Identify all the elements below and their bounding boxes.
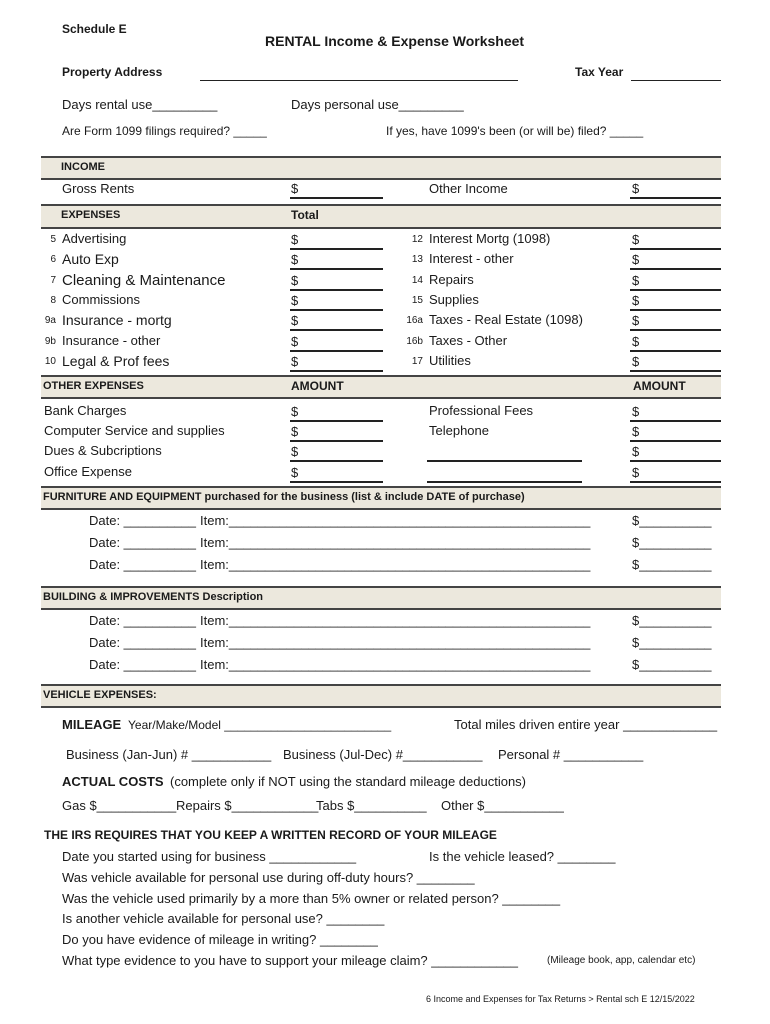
other-expense-amount-field[interactable] [630, 440, 721, 442]
vehicle-band [41, 684, 721, 708]
purchase-date-field[interactable]: Date: __________ [89, 557, 196, 572]
other-expense-description-field[interactable] [427, 460, 582, 462]
property-address-field[interactable] [200, 80, 518, 81]
expense-line-number: 6 [50, 254, 56, 266]
expense-dollar: $ [632, 313, 640, 329]
other-expense-amount-field[interactable] [290, 460, 383, 462]
expense-dollar: $ [632, 333, 640, 349]
personal-miles-field[interactable]: Personal # ___________ [498, 747, 644, 762]
other-expense-label: Telephone [429, 423, 489, 439]
purchase-item-field[interactable]: Item:__________________________________________________ [200, 635, 591, 650]
expense-amount-field[interactable] [290, 268, 383, 270]
expense-dollar: $ [632, 272, 640, 288]
expense-line-number: 12 [411, 234, 423, 245]
other-expense-description-field[interactable] [427, 481, 582, 483]
expense-line-number: 13 [411, 254, 423, 266]
expense-amount-field[interactable] [290, 370, 383, 372]
other-expense-amount-field[interactable] [290, 420, 383, 422]
expense-dollar: $ [632, 252, 640, 268]
income-heading: INCOME [61, 161, 105, 173]
other-income-label: Other Income [429, 181, 508, 196]
expense-amount-field[interactable] [630, 350, 721, 352]
other-expense-dollar: $ [632, 424, 640, 440]
building-heading: BUILDING & IMPROVEMENTS Description [43, 591, 264, 603]
gross-rents-dollar: $ [291, 181, 299, 196]
expense-amount-field[interactable] [630, 329, 721, 331]
evidence-type-field[interactable]: What type evidence to you have to support your mileage claim? ____________ [62, 953, 519, 968]
gross-rents-label: Gross Rents [62, 181, 135, 196]
form1099-required-field[interactable]: Are Form 1099 filings required? _____ [62, 124, 267, 138]
expense-dollar: $ [632, 232, 640, 247]
purchase-date-field[interactable]: Date: __________ [89, 657, 196, 672]
expense-dollar: $ [632, 292, 640, 308]
purchase-item-field[interactable]: Item:__________________________________________________ [200, 535, 591, 550]
days-personal-field[interactable]: Days personal use_________ [291, 97, 464, 112]
expense-label: Legal & Prof fees [62, 352, 170, 369]
other-expense-dollar: $ [291, 404, 299, 419]
other-income-field[interactable] [630, 197, 721, 199]
expense-label: Auto Exp [62, 251, 119, 268]
irs-question-field[interactable]: Do you have evidence of mileage in writing? ________ [62, 932, 378, 948]
expense-label: Utilities [429, 352, 471, 368]
purchase-date-field[interactable]: Date: __________ [89, 535, 196, 550]
expense-label: Interest Mortg (1098) [429, 231, 551, 246]
purchase-amount-field[interactable]: $__________ [632, 557, 712, 572]
expense-line-number: 14 [411, 274, 423, 286]
other-expense-dollar: $ [632, 404, 640, 419]
actual-costs-note: (complete only if NOT using the standard mileage deductions) [170, 774, 527, 789]
gas-field[interactable]: Gas $___________ [62, 798, 177, 813]
expense-amount-field[interactable] [290, 350, 383, 352]
other-expense-dollar: $ [632, 444, 640, 460]
purchase-date-field[interactable]: Date: __________ [89, 635, 196, 650]
expense-dollar: $ [291, 333, 299, 349]
expense-amount-field[interactable] [290, 248, 383, 250]
other-cost-field[interactable]: Other $___________ [441, 798, 564, 813]
purchase-amount-field[interactable]: $__________ [632, 657, 712, 672]
purchase-date-field[interactable]: Date: __________ [89, 513, 196, 528]
other-expense-dollar: $ [291, 464, 299, 480]
mileage-label: MILEAGE [62, 717, 122, 732]
property-address-label: Property Address [62, 65, 163, 79]
expenses-heading: EXPENSES [61, 209, 121, 221]
repairs-field[interactable]: Repairs $____________ [176, 798, 319, 813]
other-expense-dollar: $ [291, 444, 299, 460]
schedule-label: Schedule E [62, 22, 127, 36]
vehicle-heading: VEHICLE EXPENSES: [43, 689, 157, 701]
expense-line-number: 9b [44, 335, 56, 347]
income-band [41, 156, 721, 180]
expense-dollar: $ [632, 353, 640, 369]
expense-line-number: 15 [411, 294, 423, 306]
other-expense-amount-field[interactable] [630, 481, 721, 483]
furniture-heading: FURNITURE AND EQUIPMENT purchased for the business (list & include DATE of purchase) [43, 491, 525, 503]
purchase-date-field[interactable]: Date: __________ [89, 613, 196, 628]
purchase-amount-field[interactable]: $__________ [632, 613, 712, 628]
expense-label: Supplies [429, 291, 479, 307]
gross-rents-field[interactable] [290, 197, 383, 199]
purchase-item-field[interactable]: Item:__________________________________________________ [200, 657, 591, 672]
expense-dollar: $ [291, 252, 299, 268]
expense-label: Taxes - Other [429, 332, 508, 348]
other-expense-label: Bank Charges [44, 403, 127, 418]
other-expense-label: Dues & Subcriptions [44, 443, 162, 459]
purchase-amount-field[interactable]: $__________ [632, 535, 712, 550]
expense-amount-field[interactable] [630, 309, 721, 311]
expenses-total-label: Total [291, 208, 319, 222]
other-expenses-band [41, 375, 721, 399]
business-jul-dec-field[interactable]: Business (Jul-Dec) #___________ [283, 747, 483, 762]
expense-line-number: 16b [406, 335, 423, 347]
form1099-filed-field[interactable]: If yes, have 1099's been (or will be) filed? _____ [386, 124, 644, 138]
other-expense-amount-field[interactable] [290, 440, 383, 442]
expense-label: Advertising [62, 231, 127, 246]
expense-amount-field[interactable] [630, 268, 721, 270]
expense-dollar: $ [291, 292, 299, 308]
other-expenses-amount-label-right: AMOUNT [633, 379, 686, 393]
vehicle-leased-field[interactable]: Is the vehicle leased? ________ [429, 849, 616, 864]
expense-dollar: $ [291, 232, 299, 247]
expense-label: Commissions [62, 291, 141, 307]
expense-label: Taxes - Real Estate (1098) [429, 312, 583, 328]
expense-label: Insurance - mortg [62, 312, 172, 329]
year-make-model-field[interactable]: Year/Make/Model _________________________ [128, 718, 392, 732]
expense-label: Repairs [429, 271, 474, 287]
expense-amount-field[interactable] [630, 289, 721, 291]
purchase-amount-field[interactable]: $__________ [632, 513, 712, 528]
expense-label: Cleaning & Maintenance [62, 271, 226, 289]
expense-amount-field[interactable] [630, 370, 721, 372]
date-started-field[interactable]: Date you started using for business ____________ [62, 849, 357, 864]
other-expense-amount-field[interactable] [630, 420, 721, 422]
evidence-note: (Mileage book, app, calendar etc) [547, 955, 696, 966]
other-expenses-heading: OTHER EXPENSES [43, 380, 144, 392]
other-expenses-amount-label: AMOUNT [291, 379, 344, 393]
expense-line-number: 16a [406, 315, 423, 327]
expense-line-number: 8 [50, 294, 56, 306]
days-rental-field[interactable]: Days rental use_________ [62, 97, 218, 112]
tax-year-field[interactable] [631, 80, 721, 81]
other-expense-dollar: $ [291, 424, 299, 440]
expense-dollar: $ [291, 353, 299, 369]
expense-label: Insurance - other [62, 332, 161, 348]
other-expense-label: Professional Fees [429, 403, 534, 418]
other-expense-label: Computer Service and supplies [44, 423, 225, 439]
expense-amount-field[interactable] [290, 289, 383, 291]
expense-line-number: 10 [44, 355, 56, 367]
total-miles-field[interactable]: Total miles driven entire year _____________ [454, 717, 718, 732]
page-title: RENTAL Income & Expense Worksheet [265, 33, 525, 49]
actual-costs-label: ACTUAL COSTS [62, 774, 164, 789]
expense-amount-field[interactable] [630, 248, 721, 250]
other-income-dollar: $ [632, 181, 640, 196]
purchase-item-field[interactable]: Item:__________________________________________________ [200, 557, 591, 572]
expense-label: Interest - other [429, 251, 514, 267]
tabs-field[interactable]: Tabs $__________ [316, 798, 427, 813]
building-band [41, 586, 721, 610]
other-expense-amount-field[interactable] [630, 460, 721, 462]
expense-dollar: $ [291, 272, 299, 288]
footer-text: 6 Income and Expenses for Tax Returns > Rental sch E 12/15/2022 [426, 994, 695, 1004]
expense-dollar: $ [291, 313, 299, 329]
purchase-item-field[interactable]: Item:__________________________________________________ [200, 613, 591, 628]
tax-year-label: Tax Year [575, 65, 624, 79]
expenses-band [41, 204, 721, 229]
expense-line-number: 9a [44, 315, 56, 327]
furniture-band [41, 486, 721, 510]
purchase-item-field[interactable]: Item:__________________________________________________ [200, 513, 591, 528]
irs-question-field[interactable]: Is another vehicle available for personal use? ________ [62, 911, 385, 927]
irs-heading: THE IRS REQUIRES THAT YOU KEEP A WRITTEN RECORD OF YOUR MILEAGE [44, 828, 497, 842]
purchase-amount-field[interactable]: $__________ [632, 635, 712, 650]
irs-question-field[interactable]: Was the vehicle used primarily by a more than 5% owner or related person? ________ [62, 890, 561, 906]
expense-amount-field[interactable] [290, 329, 383, 331]
expense-line-number: 5 [50, 234, 56, 245]
other-expense-dollar: $ [632, 464, 640, 480]
expense-line-number: 7 [50, 274, 56, 286]
other-expense-label: Office Expense [44, 463, 132, 479]
expense-amount-field[interactable] [290, 309, 383, 311]
irs-question-field[interactable]: Was vehicle available for personal use during off-duty hours? ________ [62, 870, 475, 885]
expense-line-number: 17 [411, 355, 423, 367]
other-expense-amount-field[interactable] [290, 481, 383, 483]
business-jan-jun-field[interactable]: Business (Jan-Jun) # ___________ [66, 747, 272, 762]
